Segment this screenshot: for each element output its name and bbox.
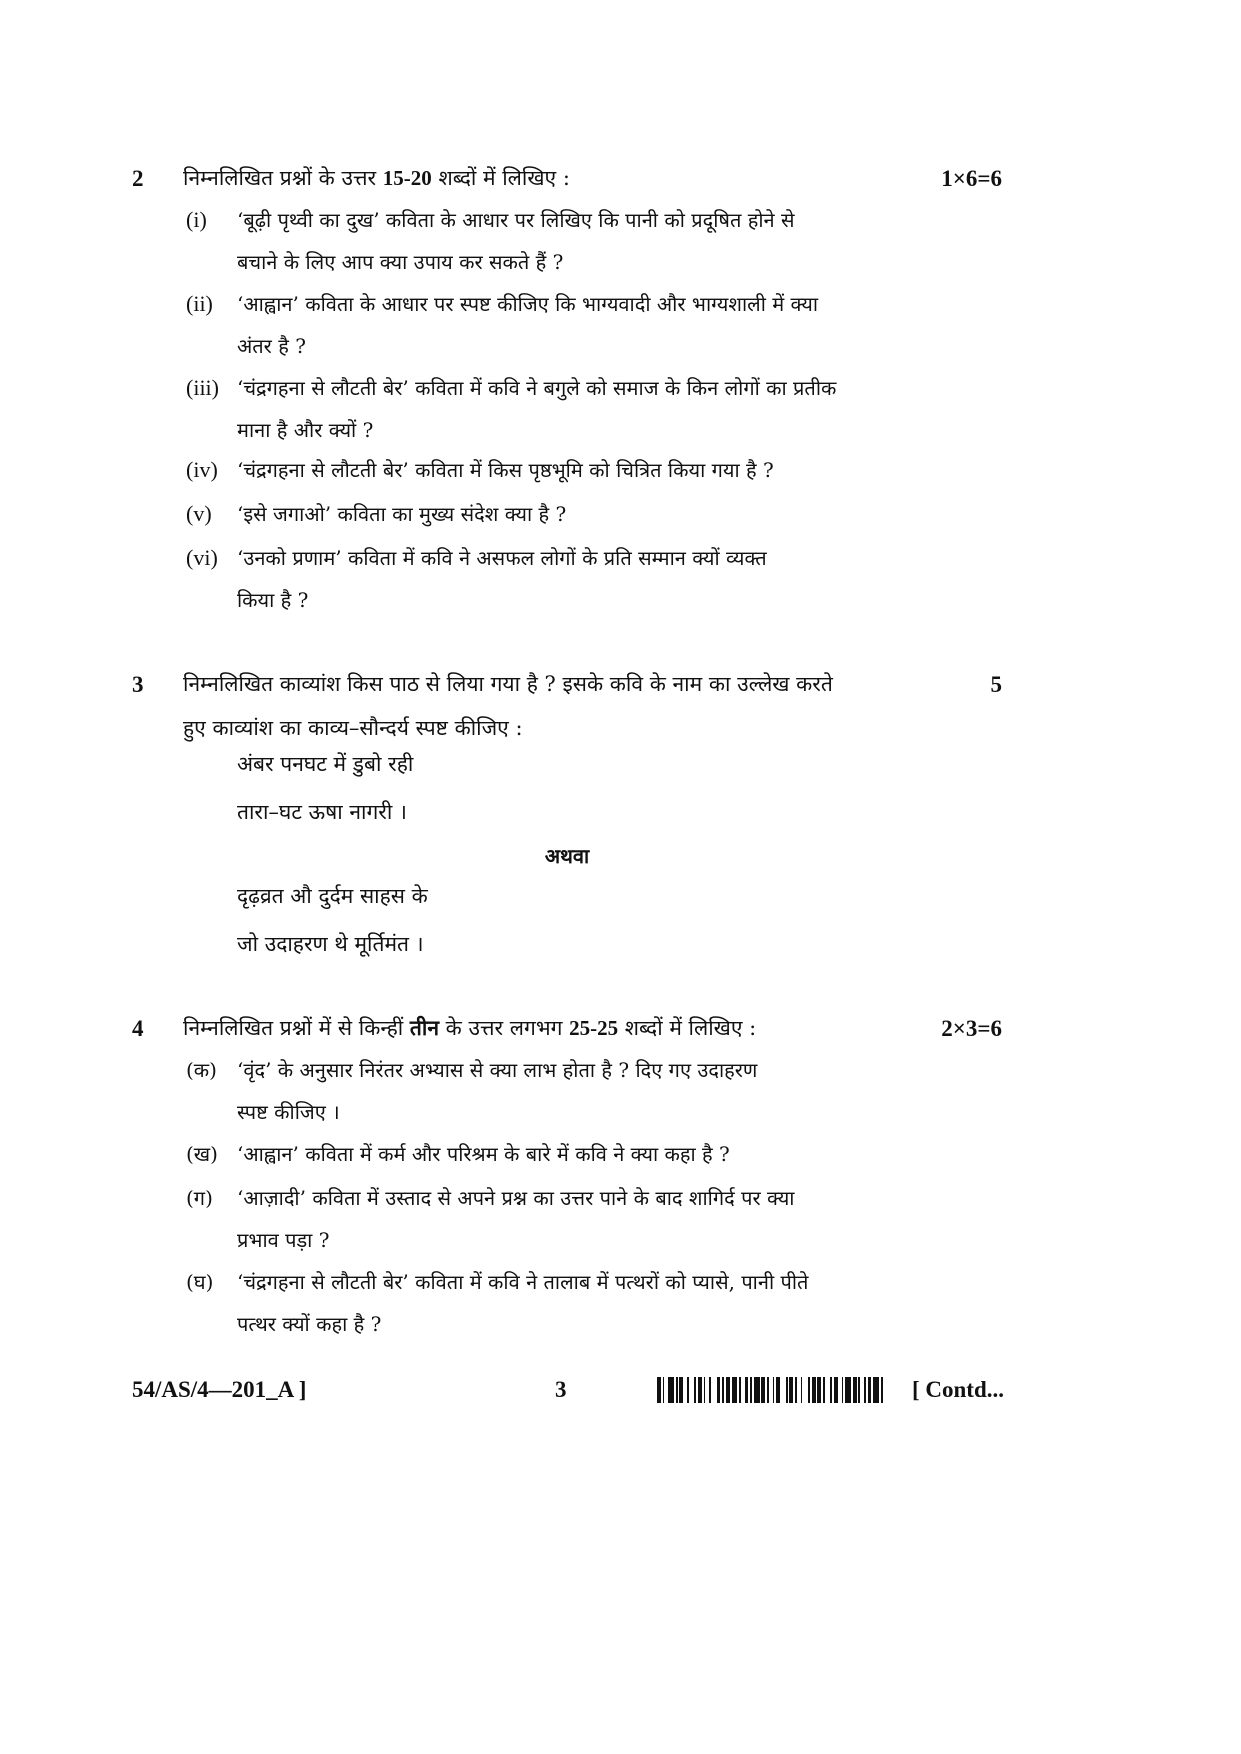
q4-item-line: पत्थर क्यों कहा है ?: [237, 1312, 382, 1336]
q3-number: 3: [132, 672, 144, 697]
q2-item-line: बचाने के लिए आप क्या उपाय कर सकते हैं ?: [237, 250, 564, 274]
q4-stem: [183, 1006, 943, 1050]
q2-item-line: माना है और क्यों ?: [237, 418, 374, 442]
q2-item-label: (iv): [186, 457, 218, 482]
q2-item-label: (i): [186, 207, 207, 232]
q4-item-text: [237, 1258, 899, 1348]
q4-stem-part2: के उत्तर लगभग: [445, 1016, 563, 1040]
q2-item-line: ‘इसे जगाओ’ कविता का मुख्य संदेश क्या है ?: [237, 502, 567, 526]
poem-line: दृढ़व्रत औ दुर्दम साहस के: [237, 884, 428, 908]
q4-item-label: (ग): [186, 1186, 213, 1210]
barcode: [657, 1377, 887, 1403]
q2-item-label: (v): [186, 501, 212, 526]
q4-stem-part3: शब्दों में लिखिए :: [624, 1016, 757, 1040]
q4-item-line: ‘चंद्रगहना से लौटती बेर’ कविता में कवि ने तालाब में पत्थरों को प्यासे, पानी पीते: [237, 1270, 809, 1294]
q2-item-line: ‘उनको प्रणाम’ कविता में कवि ने असफल लोगों के प्रति सम्मान क्यों व्यक्त: [237, 546, 767, 570]
poem-line: जो उदाहरण थे मूर्तिमंत ।: [237, 932, 424, 956]
q3-marks: 5: [990, 672, 1002, 697]
q4-item-text: [237, 1174, 899, 1264]
q2-stem-bold: 15-20: [382, 166, 432, 190]
continued-label: [ Contd...: [912, 1377, 1005, 1402]
q2-item-text: [237, 196, 925, 286]
q2-number: 2: [132, 166, 144, 191]
page-number: 3: [555, 1377, 567, 1402]
q3-poem-1: [237, 740, 413, 836]
q4-item-label: (घ): [186, 1270, 214, 1294]
q4-stem-bold1: तीन: [409, 1015, 439, 1040]
q4-number: 4: [132, 1016, 144, 1041]
q2-item-line: ‘आह्वान’ कविता के आधार पर स्पष्ट कीजिए कि भाग्यवादी और भाग्यशाली में क्या: [237, 292, 819, 316]
q4-marks: 2×3=6: [941, 1016, 1002, 1041]
q2-item-label: (ii): [186, 291, 213, 316]
q2-stem: [183, 156, 943, 200]
q4-item-line: ‘आज़ादी’ कविता में उस्ताद से अपने प्रश्न का उत्तर पाने के बाद शागिर्द पर क्या: [237, 1186, 795, 1210]
q2-item-label: (vi): [186, 545, 218, 570]
q2-item-label: (iii): [186, 375, 219, 400]
q4-item-text: [237, 1046, 899, 1136]
q4-item-line: ‘आह्वान’ कविता में कर्म और परिश्रम के बारे में कवि ने क्या कहा है ?: [237, 1142, 730, 1166]
q2-item-text: [237, 490, 925, 538]
q4-stem-part1: निम्नलिखित प्रश्नों में से किन्हीं: [183, 1016, 404, 1040]
q2-item-line: किया है ?: [237, 588, 309, 612]
q2-item-text: [237, 280, 925, 370]
q3-stem: [183, 662, 953, 750]
q4-item-text: [237, 1130, 899, 1178]
q2-item-line: ‘चंद्रगहना से लौटती बेर’ कविता में कवि ने बगुले को समाज के किन लोगों का प्रतीक: [237, 376, 837, 400]
q3-or-label: अथवा: [544, 844, 590, 868]
q3-stem-line: निम्नलिखित काव्यांश किस पाठ से लिया गया है ? इसके कवि के नाम का उल्लेख करते: [183, 672, 833, 696]
q2-item-line: ‘चंद्रगहना से लौटती बेर’ कविता में किस पृष्ठभूमि को चित्रित किया गया है ?: [237, 458, 774, 482]
q2-item-line: अंतर है ?: [237, 334, 306, 358]
q4-item-line: प्रभाव पड़ा ?: [237, 1228, 330, 1252]
q4-stem-bold2: 25-25: [569, 1016, 619, 1040]
paper-code: 54/AS/4—201_A ]: [132, 1377, 307, 1402]
q4-item-label: (ख): [186, 1142, 218, 1166]
q2-item-text: [237, 364, 925, 454]
poem-line: अंबर पनघट में डुबो रही: [237, 752, 414, 776]
q2-marks: 1×6=6: [941, 166, 1002, 191]
q3-poem-2: [237, 872, 428, 968]
q2-item-line: ‘बूढ़ी पृथ्वी का दुख’ कविता के आधार पर लिखिए कि पानी को प्रदूषित होने से: [237, 208, 795, 232]
q3-stem-line: हुए काव्यांश का काव्य–सौन्दर्य स्पष्ट कीजिए :: [183, 716, 523, 740]
q2-stem-part2: शब्दों में लिखिए :: [438, 166, 570, 190]
q4-item-line: ‘वृंद’ के अनुसार निरंतर अभ्यास से क्या लाभ होता है ? दिए गए उदाहरण: [237, 1058, 758, 1082]
q2-item-text: [237, 446, 925, 494]
q2-item-text: [237, 534, 925, 624]
q4-item-line: स्पष्ट कीजिए ।: [237, 1100, 340, 1124]
q4-item-label: (क): [186, 1058, 217, 1082]
q2-stem-part1: निम्नलिखित प्रश्नों के उत्तर: [183, 166, 377, 190]
poem-line: तारा–घट ऊषा नागरी ।: [237, 800, 407, 824]
